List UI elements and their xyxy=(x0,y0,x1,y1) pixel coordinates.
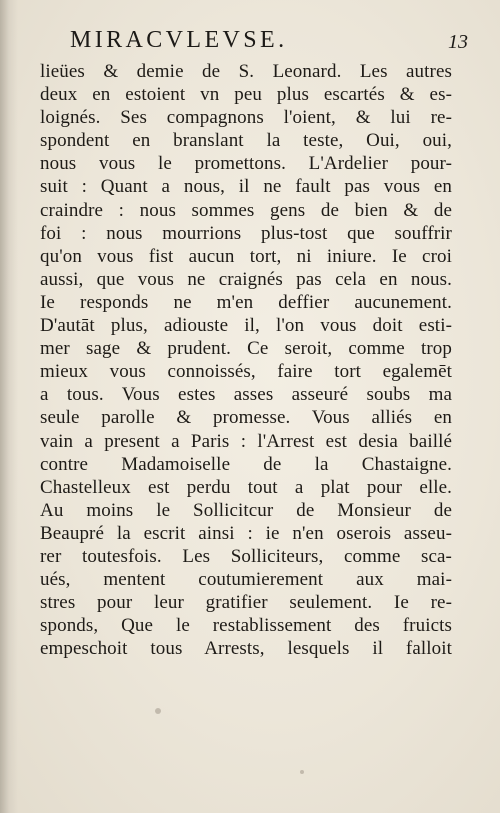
body-text xyxy=(40,60,452,660)
text-line: qu'on vous fist aucun tort, ni iniure. Ie croi xyxy=(40,245,452,267)
text-line: Beaupré la escrit ainsi : ie n'en oserois asseu- xyxy=(40,522,452,544)
page-header xyxy=(70,27,468,57)
text-line: Ie responds ne m'en deffier aucunement. xyxy=(40,291,452,313)
text-line: aussi, que vous ne craignés pas cela en nous. xyxy=(40,268,452,290)
text-line: suit : Quant a nous, il ne fault pas vous en xyxy=(40,176,452,198)
text-line: lieües & demie de S. Leonard. Les autres xyxy=(40,61,452,82)
text-line: sponds, Que le restablissement des fruicts xyxy=(40,615,452,637)
text-line: stres pour leur gratifier seulement. Ie re- xyxy=(40,592,452,614)
page-number: 13 xyxy=(448,31,468,53)
text-line: craindre : nous sommes gens de bien & de xyxy=(40,199,452,221)
text-line: loignés. Ses compagnons l'oient, & lui re- xyxy=(40,107,452,129)
paper-blemish xyxy=(155,708,161,714)
text-line: nous vous le promettons. L'Ardelier pour- xyxy=(40,153,452,175)
text-line: contre Madamoiselle de la Chastaigne. xyxy=(40,453,452,475)
running-head: MIRACVLEVSE. xyxy=(70,27,288,53)
paper-blemish xyxy=(300,770,304,774)
text-line: D'autāt plus, adiouste il, l'on vous doit esti- xyxy=(40,315,452,337)
text-line: deux en estoient vn peu plus escartés & es- xyxy=(40,84,452,106)
gutter-shadow xyxy=(0,0,18,813)
text-line: rer toutesfois. Les Solliciteurs, comme sca- xyxy=(40,545,452,567)
text-line: spondent en branslant la teste, Oui, oui, xyxy=(40,130,452,152)
text-line: empeschoit tous Arrests, lesquels il falloit xyxy=(40,638,452,660)
text-line: vain a present a Paris : l'Arrest est desia baillé xyxy=(40,430,452,452)
text-line: Au moins le Sollicitcur de Monsieur de xyxy=(40,499,452,521)
text-line: seule parolle & promesse. Vous alliés en xyxy=(40,407,452,429)
text-line: mieux vous connoissés, faire tort egalemēt xyxy=(40,361,452,383)
text-line: ués, mentent coutumierement aux mai- xyxy=(40,569,452,591)
text-line: Chastelleux est perdu tout a plat pour elle. xyxy=(40,476,452,498)
text-line: a tous. Vous estes asses asseuré soubs ma xyxy=(40,384,452,406)
text-line: foi : nous mourrions plus-tost que souffrir xyxy=(40,222,452,244)
text-line: mer sage & prudent. Ce seroit, comme trop xyxy=(40,338,452,360)
